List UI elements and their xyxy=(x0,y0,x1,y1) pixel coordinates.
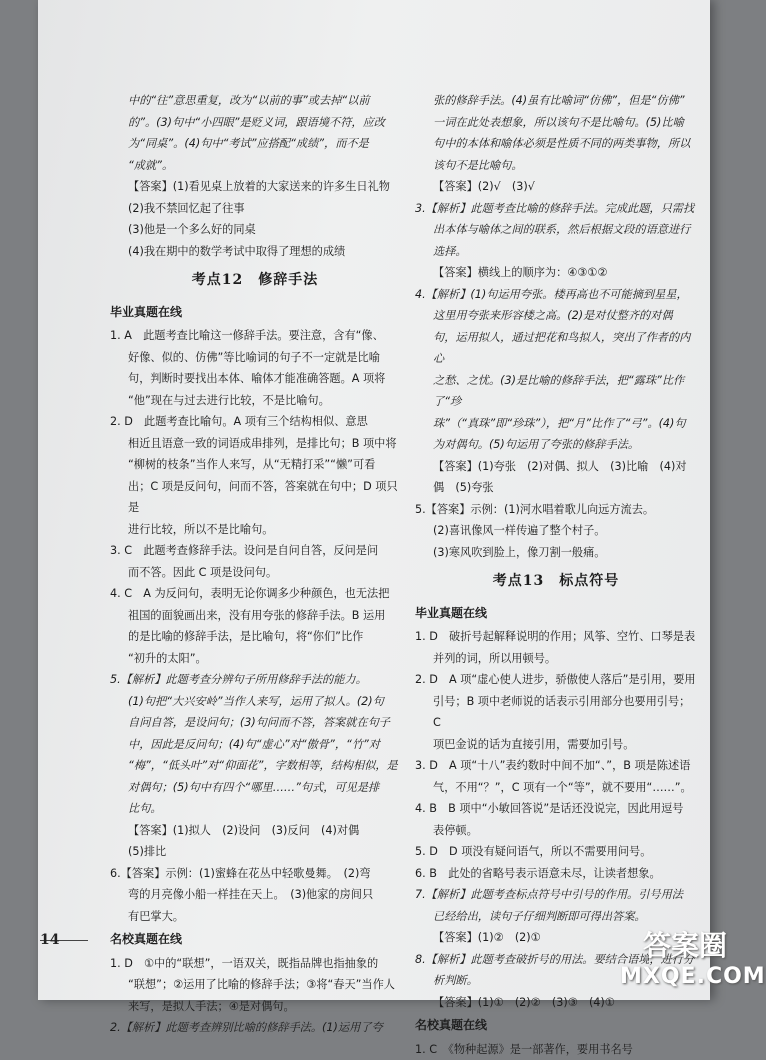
answer-line: 【答案】(1)② (2)① xyxy=(415,927,697,949)
text-line: 引号；B 项中老师说的话表示引用部分也要用引号；C xyxy=(415,691,697,734)
section-title: 考点13 标点符号 xyxy=(415,571,697,593)
text-line: (5)排比 xyxy=(110,841,400,863)
text-line: “初升的太阳”。 xyxy=(110,648,400,670)
text-line: 好像、似的、仿佛”等比喻词的句子不一定就是比喻 xyxy=(110,347,400,369)
text-line: “梅”，“低头叶”对“仰面花”，字数相等，结构相似，是 xyxy=(110,755,400,777)
question-6 xyxy=(110,863,400,928)
answer-line: 【答案】(1)① (2)② (3)③ (4)① xyxy=(415,992,697,1014)
section-title: 考点12 修辞手法 xyxy=(110,270,400,292)
text-line: (3)寒风吹到脸上，像刀割一般痛。 xyxy=(415,542,697,564)
question-4 xyxy=(110,583,400,669)
text-line: 析判断。 xyxy=(415,970,697,992)
text-line: 4. B B 项中“小敏回答说”是话还没说完，因此用逗号 xyxy=(415,798,697,820)
answer-block xyxy=(110,176,400,262)
punct-question-5: 5. D D 项没有疑问语气，所以不需要用问号。 xyxy=(415,841,697,863)
punct-question-2 xyxy=(415,669,697,755)
text-line: 出本体与喻体之间的联系，然后根据文段的语意进行 xyxy=(415,219,697,241)
text-line: 句中的本体和喻体必须是性质不同的两类事物，所以 xyxy=(415,133,697,155)
mx-question-1 xyxy=(110,953,400,1018)
text-line: 7.【解析】此题考查标点符号中引号的作用。引号用法 xyxy=(415,884,697,906)
text-line: 表停顿。 xyxy=(415,820,697,842)
text-line: 气，不用“？”，C 项有一个“等”，就不要用“……”。 xyxy=(415,777,697,799)
text-line: 的是比喻的修辞手法，是比喻句，将“你们”比作 xyxy=(110,626,400,648)
punct-question-6: 6. B 此处的省略号表示语意未尽，让读者想象。 xyxy=(415,863,697,885)
text-line: 进行比较，所以不是比喻句。 xyxy=(110,519,400,541)
text-line: 句，运用拟人，通过把花和鸟拟人，突出了作者的内心 xyxy=(415,327,697,370)
question-1 xyxy=(110,325,400,411)
text-line: 2.【解析】此题考查辨别比喻的修辞手法。(1)运用了夸 xyxy=(110,1017,400,1039)
text-line: 为“同桌”。(4)句中“考试”应搭配“成绩”，而不是 xyxy=(110,133,400,155)
text-line: (3)他是一个多么好的同桌 xyxy=(110,219,400,241)
question-3 xyxy=(110,540,400,583)
text-line: 中，因此是反问句；(4)句“虚心”对“傲骨”，“竹”对 xyxy=(110,734,400,756)
text-line: 相近且语意一致的词语成串排列，是排比句；B 项中将 xyxy=(110,433,400,455)
text-line: 自问自答，是设问句；(3)句问而不答，答案就在句子 xyxy=(110,712,400,734)
subsection-title: 毕业真题在线 xyxy=(110,302,400,324)
text-line: “柳树的枝条”当作人来写，从“无精打采”“懒”可看 xyxy=(110,454,400,476)
text-line: 的”。(3)句中“小四眼”是贬义词，跟语境不符，应改 xyxy=(110,112,400,134)
question-5 xyxy=(110,669,400,820)
page-number: 14 xyxy=(40,932,59,948)
text-line: (1)句把“大兴安岭”当作人来写，运用了拟人。(2)句 xyxy=(110,691,400,713)
text-line: 为对偶句。(5)句运用了夸张的修辞手法。 xyxy=(415,434,697,456)
watermark-line2: MXQE.COM xyxy=(620,964,750,990)
right-column xyxy=(415,90,697,1060)
text-line: “成就”。 xyxy=(110,155,400,177)
right-top-text xyxy=(415,90,697,176)
punct-question-7 xyxy=(415,884,697,927)
text-line: (4)我在期中的数学考试中取得了理想的成绩 xyxy=(110,241,400,263)
punct-question-1 xyxy=(415,626,697,669)
text-line: 3. C 此题考查修辞手法。设问是自问自答，反问是问 xyxy=(110,540,400,562)
question-5-answer xyxy=(110,820,400,863)
right-question-3 xyxy=(415,198,697,263)
watermark-line1: 答案圈 xyxy=(620,928,750,964)
text-line: 这里用夸张来形容楼之高。(2)是对仗整齐的对偶 xyxy=(415,305,697,327)
text-line: 项巴金说的话为直接引用，需要加引号。 xyxy=(415,734,697,756)
text-line: 2. D A 项“虚心使人进步，骄傲使人落后”是引用，要用 xyxy=(415,669,697,691)
left-top-text xyxy=(110,90,400,176)
text-line: 而不答。因此 C 项是设问句。 xyxy=(110,562,400,584)
right-question-5 xyxy=(415,499,697,564)
text-line: 【答案】(1)夸张 (2)对偶、拟人 (3)比喻 (4)对 xyxy=(415,456,697,478)
text-line: 中的“往”意思重复，改为“以前的事”或去掉“以前 xyxy=(110,90,400,112)
text-line: 3. D A 项“十八”表约数时中间不加“、”，B 项是陈述语 xyxy=(415,755,697,777)
subsection-title: 毕业真题在线 xyxy=(415,603,697,625)
text-line: 张的修辞手法。(4)虽有比喻词“仿佛”，但是“仿佛” xyxy=(415,90,697,112)
text-line: “联想”；②运用了比喻的修辞手法；③将“春天”当作人 xyxy=(110,974,400,996)
text-line: 弯的月亮像小船一样挂在天上。 (3)他家的房间只 xyxy=(110,884,400,906)
text-line: 【答案】(1)拟人 (2)设问 (3)反问 (4)对偶 xyxy=(110,820,400,842)
right-question-4-answer xyxy=(415,456,697,499)
punct-question-4 xyxy=(415,798,697,841)
text-line: 1. D 破折号起解释说明的作用；风筝、空竹、口琴是表 xyxy=(415,626,697,648)
watermark-logo xyxy=(620,928,750,1000)
text-line: 5.【答案】示例：(1)河水唱着歌儿向远方流去。 xyxy=(415,499,697,521)
text-line: 句，判断时要找出本体、喻体才能准确答题。A 项将 xyxy=(110,368,400,390)
answer-line: 【答案】横线上的顺序为：④③①② xyxy=(415,262,697,284)
text-line: 珠”（“真珠”即“珍珠”），把“月”比作了“弓”。(4)句 xyxy=(415,413,697,435)
text-line: 偶 (5)夸张 xyxy=(415,477,697,499)
text-line: 1. A 此题考查比喻这一修辞手法。要注意，含有“像、 xyxy=(110,325,400,347)
text-line: 5.【解析】此题考查分辨句子所用修辞手法的能力。 xyxy=(110,669,400,691)
text-line: 8.【解析】此题考查破折号的用法。要结合语境，进行分 xyxy=(415,949,697,971)
text-line: (2)喜讯像风一样传遍了整个村子。 xyxy=(415,520,697,542)
text-line: 【答案】(1)看见桌上放着的大家送来的许多生日礼物 xyxy=(110,176,400,198)
text-line: 祖国的面貌画出来，没有用夸张的修辞手法。B 运用 xyxy=(110,605,400,627)
subsection-title: 名校真题在线 xyxy=(110,929,400,951)
text-line: 出；C 项是反问句，问而不答，答案就在句中；D 项只是 xyxy=(110,476,400,519)
text-line: 之愁、之忧。(3)是比喻的修辞手法，把“露珠”比作了“珍 xyxy=(415,370,697,413)
text-line: 2. D 此题考查比喻句。A 项有三个结构相似、意思 xyxy=(110,411,400,433)
text-line: 比句。 xyxy=(110,798,400,820)
right-question-4 xyxy=(415,284,697,456)
text-line: 6.【答案】示例：(1)蜜蜂在花丛中轻歌曼舞。 (2)弯 xyxy=(110,863,400,885)
left-column xyxy=(110,90,400,1039)
text-line: 4.【解析】(1)句运用夸张。楼再高也不可能摘到星星， xyxy=(415,284,697,306)
text-line: “他”现在与过去进行比较，不是比喻句。 xyxy=(110,390,400,412)
text-line: (2)我不禁回忆起了往事 xyxy=(110,198,400,220)
text-line: 有巴掌大。 xyxy=(110,906,400,928)
mx-punct-question-1: 1. C 《物种起源》是一部著作，要用书名号 xyxy=(415,1039,697,1060)
text-line: 选择。 xyxy=(415,241,697,263)
text-line: 3.【解析】此题考查比喻的修辞手法。完成此题，只需找 xyxy=(415,198,697,220)
punct-question-3 xyxy=(415,755,697,798)
text-line: 对偶句；(5)句中有四个“哪里……”句式，可见是排 xyxy=(110,777,400,799)
question-2 xyxy=(110,411,400,540)
text-line: 来写，是拟人手法；④是对偶句。 xyxy=(110,996,400,1018)
text-line: 一词在此处表想象，所以该句不是比喻句。(5)比喻 xyxy=(415,112,697,134)
text-line: 并列的词，所以用顿号。 xyxy=(415,648,697,670)
text-line: 1. D ①中的“联想”，一语双关，既指品牌也指抽象的 xyxy=(110,953,400,975)
text-line: 4. C A 为反问句，表明无论你调多少种颜色，也无法把 xyxy=(110,583,400,605)
mx-question-2 xyxy=(110,1017,400,1039)
text-line: 该句不是比喻句。 xyxy=(415,155,697,177)
answer-line: 【答案】(2)√ (3)√ xyxy=(415,176,697,198)
text-line: 已经给出，读句子仔细判断即可得出答案。 xyxy=(415,906,697,928)
subsection-title: 名校真题在线 xyxy=(415,1015,697,1037)
